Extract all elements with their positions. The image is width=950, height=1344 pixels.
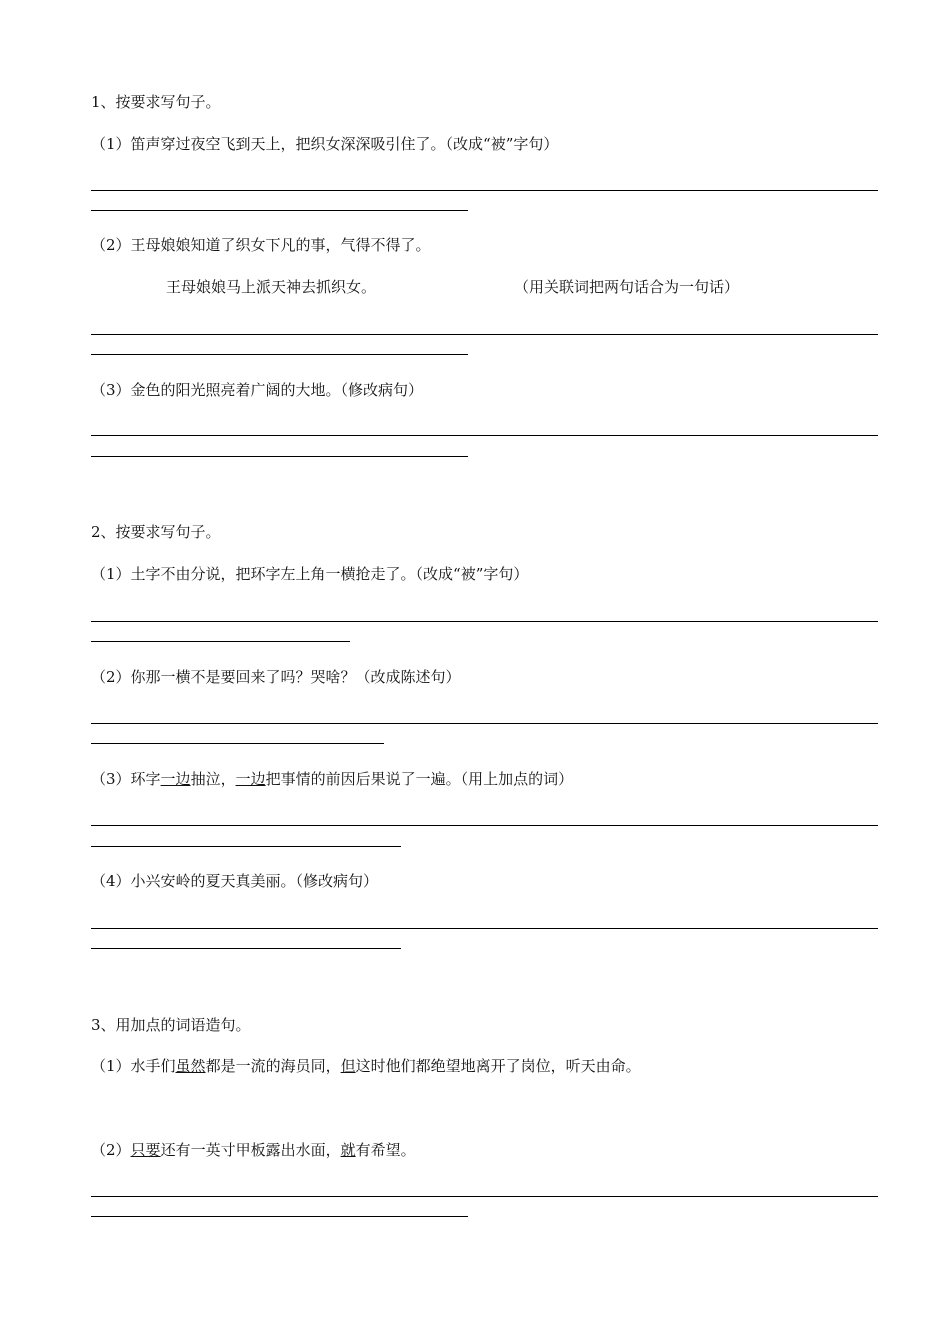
dotted-word: 一边 [160, 770, 191, 788]
section-1-question-2-second-sentence: 王母娘娘马上派天神去抓织女。 [166, 278, 377, 296]
section-2-question-2: （2）你那一横不是要回来了吗？哭啥？（改成陈述句） [91, 668, 461, 686]
answer-line[interactable] [91, 825, 878, 826]
text-segment: （2） [91, 1141, 131, 1159]
section-3-question-1 [91, 1057, 641, 1075]
text-segment: 抽泣， [190, 770, 236, 788]
section-1-question-1: （1）笛声穿过夜空飞到天上，把织女深深吸引住了。（改成“被”字句） [91, 135, 559, 153]
section-2-question-4: （4）小兴安岭的夏天真美丽。（修改病句） [91, 872, 379, 890]
section-3-title: 3、用加点的词语造句。 [91, 1016, 251, 1034]
answer-line[interactable] [91, 928, 878, 929]
answer-line[interactable] [91, 948, 401, 949]
section-2-title: 2、按要求写句子。 [91, 523, 221, 541]
answer-line[interactable] [91, 334, 878, 335]
text-segment: （1）水手们 [91, 1057, 176, 1075]
section-2-question-3 [91, 770, 573, 788]
text-segment: 把事情的前因后果说了一遍。（用上加点的词） [265, 770, 574, 788]
section-1-title: 1、按要求写句子。 [91, 93, 221, 111]
dotted-word: 一边 [235, 770, 266, 788]
answer-line[interactable] [91, 190, 878, 191]
answer-line[interactable] [91, 1216, 468, 1217]
dotted-word: 只要 [130, 1141, 161, 1159]
answer-line[interactable] [91, 743, 384, 744]
section-3-question-2 [91, 1141, 416, 1159]
answer-line[interactable] [91, 846, 401, 847]
answer-line[interactable] [91, 723, 878, 724]
answer-line[interactable] [91, 641, 350, 642]
answer-line[interactable] [91, 435, 878, 436]
answer-line[interactable] [91, 354, 468, 355]
answer-line[interactable] [91, 621, 878, 622]
answer-line[interactable] [91, 210, 468, 211]
dotted-word: 虽然 [175, 1057, 206, 1075]
dotted-word: 就 [340, 1141, 356, 1159]
text-segment: （3）环字 [91, 770, 161, 788]
section-1-question-2-hint: （用关联词把两句话合为一句话） [514, 278, 740, 296]
section-1-question-2: （2）王母娘娘知道了织女下凡的事，气得不得了。 [91, 236, 431, 254]
dotted-word: 但 [340, 1057, 356, 1075]
section-2-question-1: （1）土字不由分说，把环字左上角一横抢走了。（改成“被”字句） [91, 565, 529, 583]
text-segment: 有希望。 [355, 1141, 416, 1159]
answer-line[interactable] [91, 456, 468, 457]
section-1-question-3: （3）金色的阳光照亮着广阔的大地。（修改病句） [91, 381, 424, 399]
text-segment: 都是一流的海员同， [205, 1057, 341, 1075]
text-segment: 还有一英寸甲板露出水面， [160, 1141, 341, 1159]
answer-line[interactable] [91, 1196, 878, 1197]
text-segment: 这时他们都绝望地离开了岗位，听天由命。 [355, 1057, 641, 1075]
